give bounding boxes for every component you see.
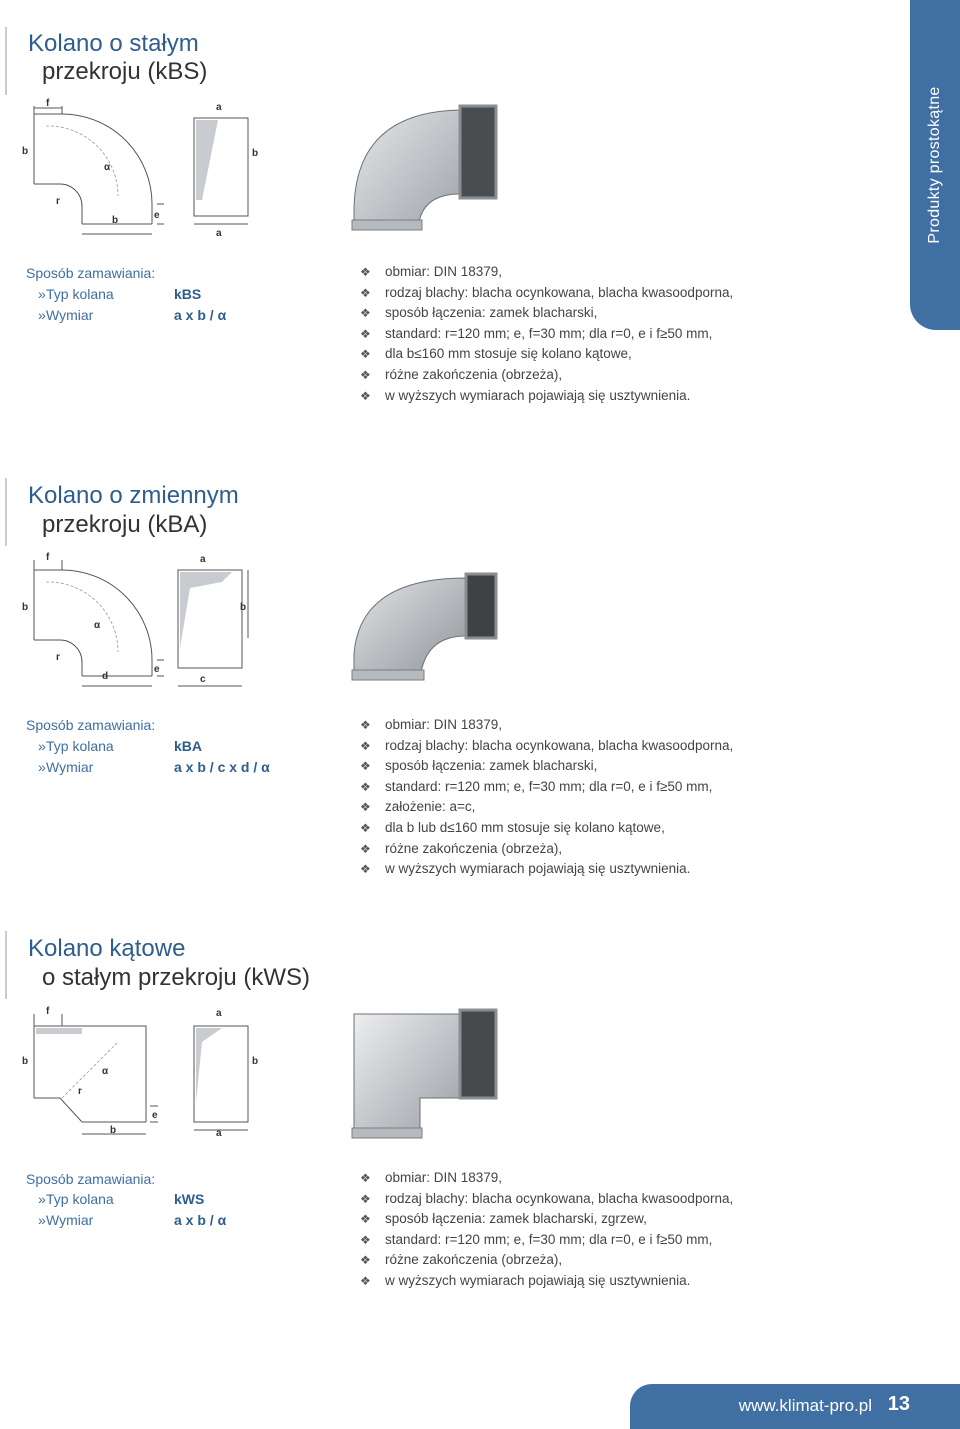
list-item: ❖ założenie: a=c, [360, 797, 733, 818]
page-number: 13 [887, 1393, 910, 1415]
order-dim-value: a x b / α [174, 1212, 227, 1228]
section-title-line1: Kolano kątowe [28, 935, 186, 962]
diamond-bullet-icon: ❖ [360, 800, 371, 815]
product-photo-kba [350, 570, 500, 685]
diamond-bullet-icon: ❖ [360, 759, 371, 774]
diamond-bullet-icon: ❖ [360, 1171, 371, 1185]
diamond-bullet-icon: ❖ [360, 326, 371, 341]
order-dim-label: Wymiar [46, 1212, 94, 1228]
list-item: ❖ standard: r=120 mm; e, f=30 mm; dla r=0, e i f≥50 mm, [360, 324, 733, 345]
dim-label: a [216, 102, 222, 113]
diamond-bullet-icon: ❖ [360, 306, 371, 321]
order-type-value: kBS [174, 286, 202, 302]
order-type-label: Typ kolana [46, 1191, 114, 1207]
section-title-line2: przekroju (kBA) [42, 511, 208, 538]
diamond-bullet-icon: ❖ [360, 1232, 371, 1247]
dim-label: b [112, 215, 119, 226]
dim-label: a [216, 1128, 222, 1139]
order-row-type [26, 1191, 205, 1207]
diamond-bullet-icon: ❖ [360, 779, 371, 794]
dim-label: r [56, 196, 60, 207]
order-type-value: kBA [174, 738, 203, 754]
spec-list [360, 715, 733, 880]
order-row-type [26, 738, 203, 754]
diamond-bullet-icon: ❖ [360, 1253, 371, 1268]
order-row-dimension [26, 1212, 227, 1228]
dim-label: b [252, 1056, 259, 1067]
side-tab-label: Produkty prostokątne [926, 86, 943, 244]
diamond-bullet-icon: ❖ [360, 1273, 371, 1288]
dim-label: f [46, 1006, 50, 1017]
diamond-bullet-icon: ❖ [360, 718, 371, 732]
order-dim-value: a x b / α [174, 307, 227, 323]
diamond-bullet-icon: ❖ [360, 347, 371, 362]
section-title-line2: przekroju (kBS) [42, 58, 208, 85]
dim-label: c [200, 674, 206, 685]
list-item: ❖ obmiar: DIN 18379, [360, 1168, 733, 1189]
order-row-type [26, 286, 202, 302]
section-title-line2: o stałym przekroju (kWS) [42, 964, 311, 991]
title-bar [5, 931, 7, 999]
order-row-dimension [26, 759, 270, 775]
raquo-icon: » [38, 1191, 46, 1207]
dim-label: a [216, 228, 222, 239]
order-dim-label: Wymiar [46, 307, 94, 323]
spec-list [360, 262, 733, 406]
page-footer [630, 1384, 960, 1429]
technical-drawing-kbs [22, 96, 272, 241]
technical-drawing-kws [22, 1002, 272, 1142]
list-item: ❖ obmiar: DIN 18379, [360, 262, 733, 283]
dim-label: e [154, 210, 160, 221]
dim-label: b [22, 602, 29, 613]
dim-label: f [46, 552, 50, 563]
list-item: ❖ sposób łączenia: zamek blacharski, [360, 303, 733, 324]
product-photo-kws [350, 1006, 500, 1142]
diamond-bullet-icon: ❖ [360, 738, 371, 753]
diamond-bullet-icon: ❖ [360, 388, 371, 403]
diamond-bullet-icon: ❖ [360, 265, 371, 279]
raquo-icon: » [38, 286, 46, 302]
list-item: ❖ sposób łączenia: zamek blacharski, zgrzew, [360, 1209, 733, 1230]
list-item: ❖ rodzaj blachy: blacha ocynkowana, blacha kwasoodporna, [360, 283, 733, 304]
dim-label: d [102, 671, 109, 682]
dim-label: b [240, 602, 247, 613]
order-dim-value: a x b / c x d / α [174, 759, 270, 775]
order-heading: Sposób zamawiania: [26, 1171, 156, 1187]
diamond-bullet-icon: ❖ [360, 1212, 371, 1227]
raquo-icon: » [38, 1212, 46, 1228]
side-tab [910, 0, 960, 330]
spec-list [360, 1168, 733, 1292]
raquo-icon: » [38, 738, 46, 754]
diamond-bullet-icon: ❖ [360, 820, 371, 835]
diamond-bullet-icon: ❖ [360, 285, 371, 300]
dim-label: α [102, 1066, 109, 1077]
dim-label: α [94, 620, 101, 631]
list-item: ❖ rodzaj blachy: blacha ocynkowana, blacha kwasoodporna, [360, 736, 733, 757]
title-bar [5, 478, 7, 546]
list-item: ❖ sposób łączenia: zamek blacharski, [360, 756, 733, 777]
dim-label: b [22, 1056, 29, 1067]
dim-label: e [152, 1110, 158, 1121]
dim-label: α [104, 162, 111, 173]
diamond-bullet-icon: ❖ [360, 367, 371, 382]
order-type-label: Typ kolana [46, 286, 114, 302]
dim-label: a [200, 554, 206, 565]
list-item: ❖ różne zakończenia (obrzeża), [360, 365, 733, 386]
list-item: ❖ w wyższych wymiarach pojawiają się usztywnienia. [360, 386, 733, 407]
list-item: ❖ w wyższych wymiarach pojawiają się usztywnienia. [360, 1271, 733, 1292]
order-type-value: kWS [174, 1191, 205, 1207]
list-item: ❖ różne zakończenia (obrzeża), [360, 1250, 733, 1271]
order-heading: Sposób zamawiania: [26, 265, 156, 281]
dim-label: b [110, 1125, 117, 1136]
dim-label: r [56, 652, 60, 663]
order-dim-label: Wymiar [46, 759, 94, 775]
technical-drawing-kba [22, 548, 272, 693]
diamond-bullet-icon: ❖ [360, 862, 371, 877]
diamond-bullet-icon: ❖ [360, 1191, 371, 1206]
list-item: ❖ standard: r=120 mm; e, f=30 mm; dla r=0, e i f≥50 mm, [360, 1230, 733, 1251]
list-item: ❖ obmiar: DIN 18379, [360, 715, 733, 736]
order-row-dimension [26, 307, 227, 323]
order-heading: Sposób zamawiania: [26, 717, 156, 733]
list-item: ❖ dla b≤160 mm stosuje się kolano kątowe, [360, 344, 733, 365]
list-item: ❖ różne zakończenia (obrzeża), [360, 839, 733, 860]
website-link[interactable]: www.klimat-pro.pl [738, 1396, 872, 1415]
dim-label: r [78, 1086, 82, 1097]
order-type-label: Typ kolana [46, 738, 114, 754]
raquo-icon: » [38, 307, 46, 323]
raquo-icon: » [38, 759, 46, 775]
list-item: ❖ dla b lub d≤160 mm stosuje się kolano kątowe, [360, 818, 733, 839]
dim-label: b [22, 146, 29, 157]
section-title-line1: Kolano o stałym [28, 30, 199, 57]
title-bar [5, 27, 7, 95]
list-item: ❖ w wyższych wymiarach pojawiają się usztywnienia. [360, 859, 733, 880]
list-item: ❖ rodzaj blachy: blacha ocynkowana, blacha kwasoodporna, [360, 1189, 733, 1210]
dim-label: a [216, 1008, 222, 1019]
product-photo-kbs [350, 102, 500, 234]
diamond-bullet-icon: ❖ [360, 841, 371, 856]
list-item: ❖ standard: r=120 mm; e, f=30 mm; dla r=0, e i f≥50 mm, [360, 777, 733, 798]
dim-label: e [154, 664, 160, 675]
section-title-line1: Kolano o zmiennym [28, 482, 239, 509]
dim-label: f [46, 98, 50, 109]
dim-label: b [252, 148, 259, 159]
